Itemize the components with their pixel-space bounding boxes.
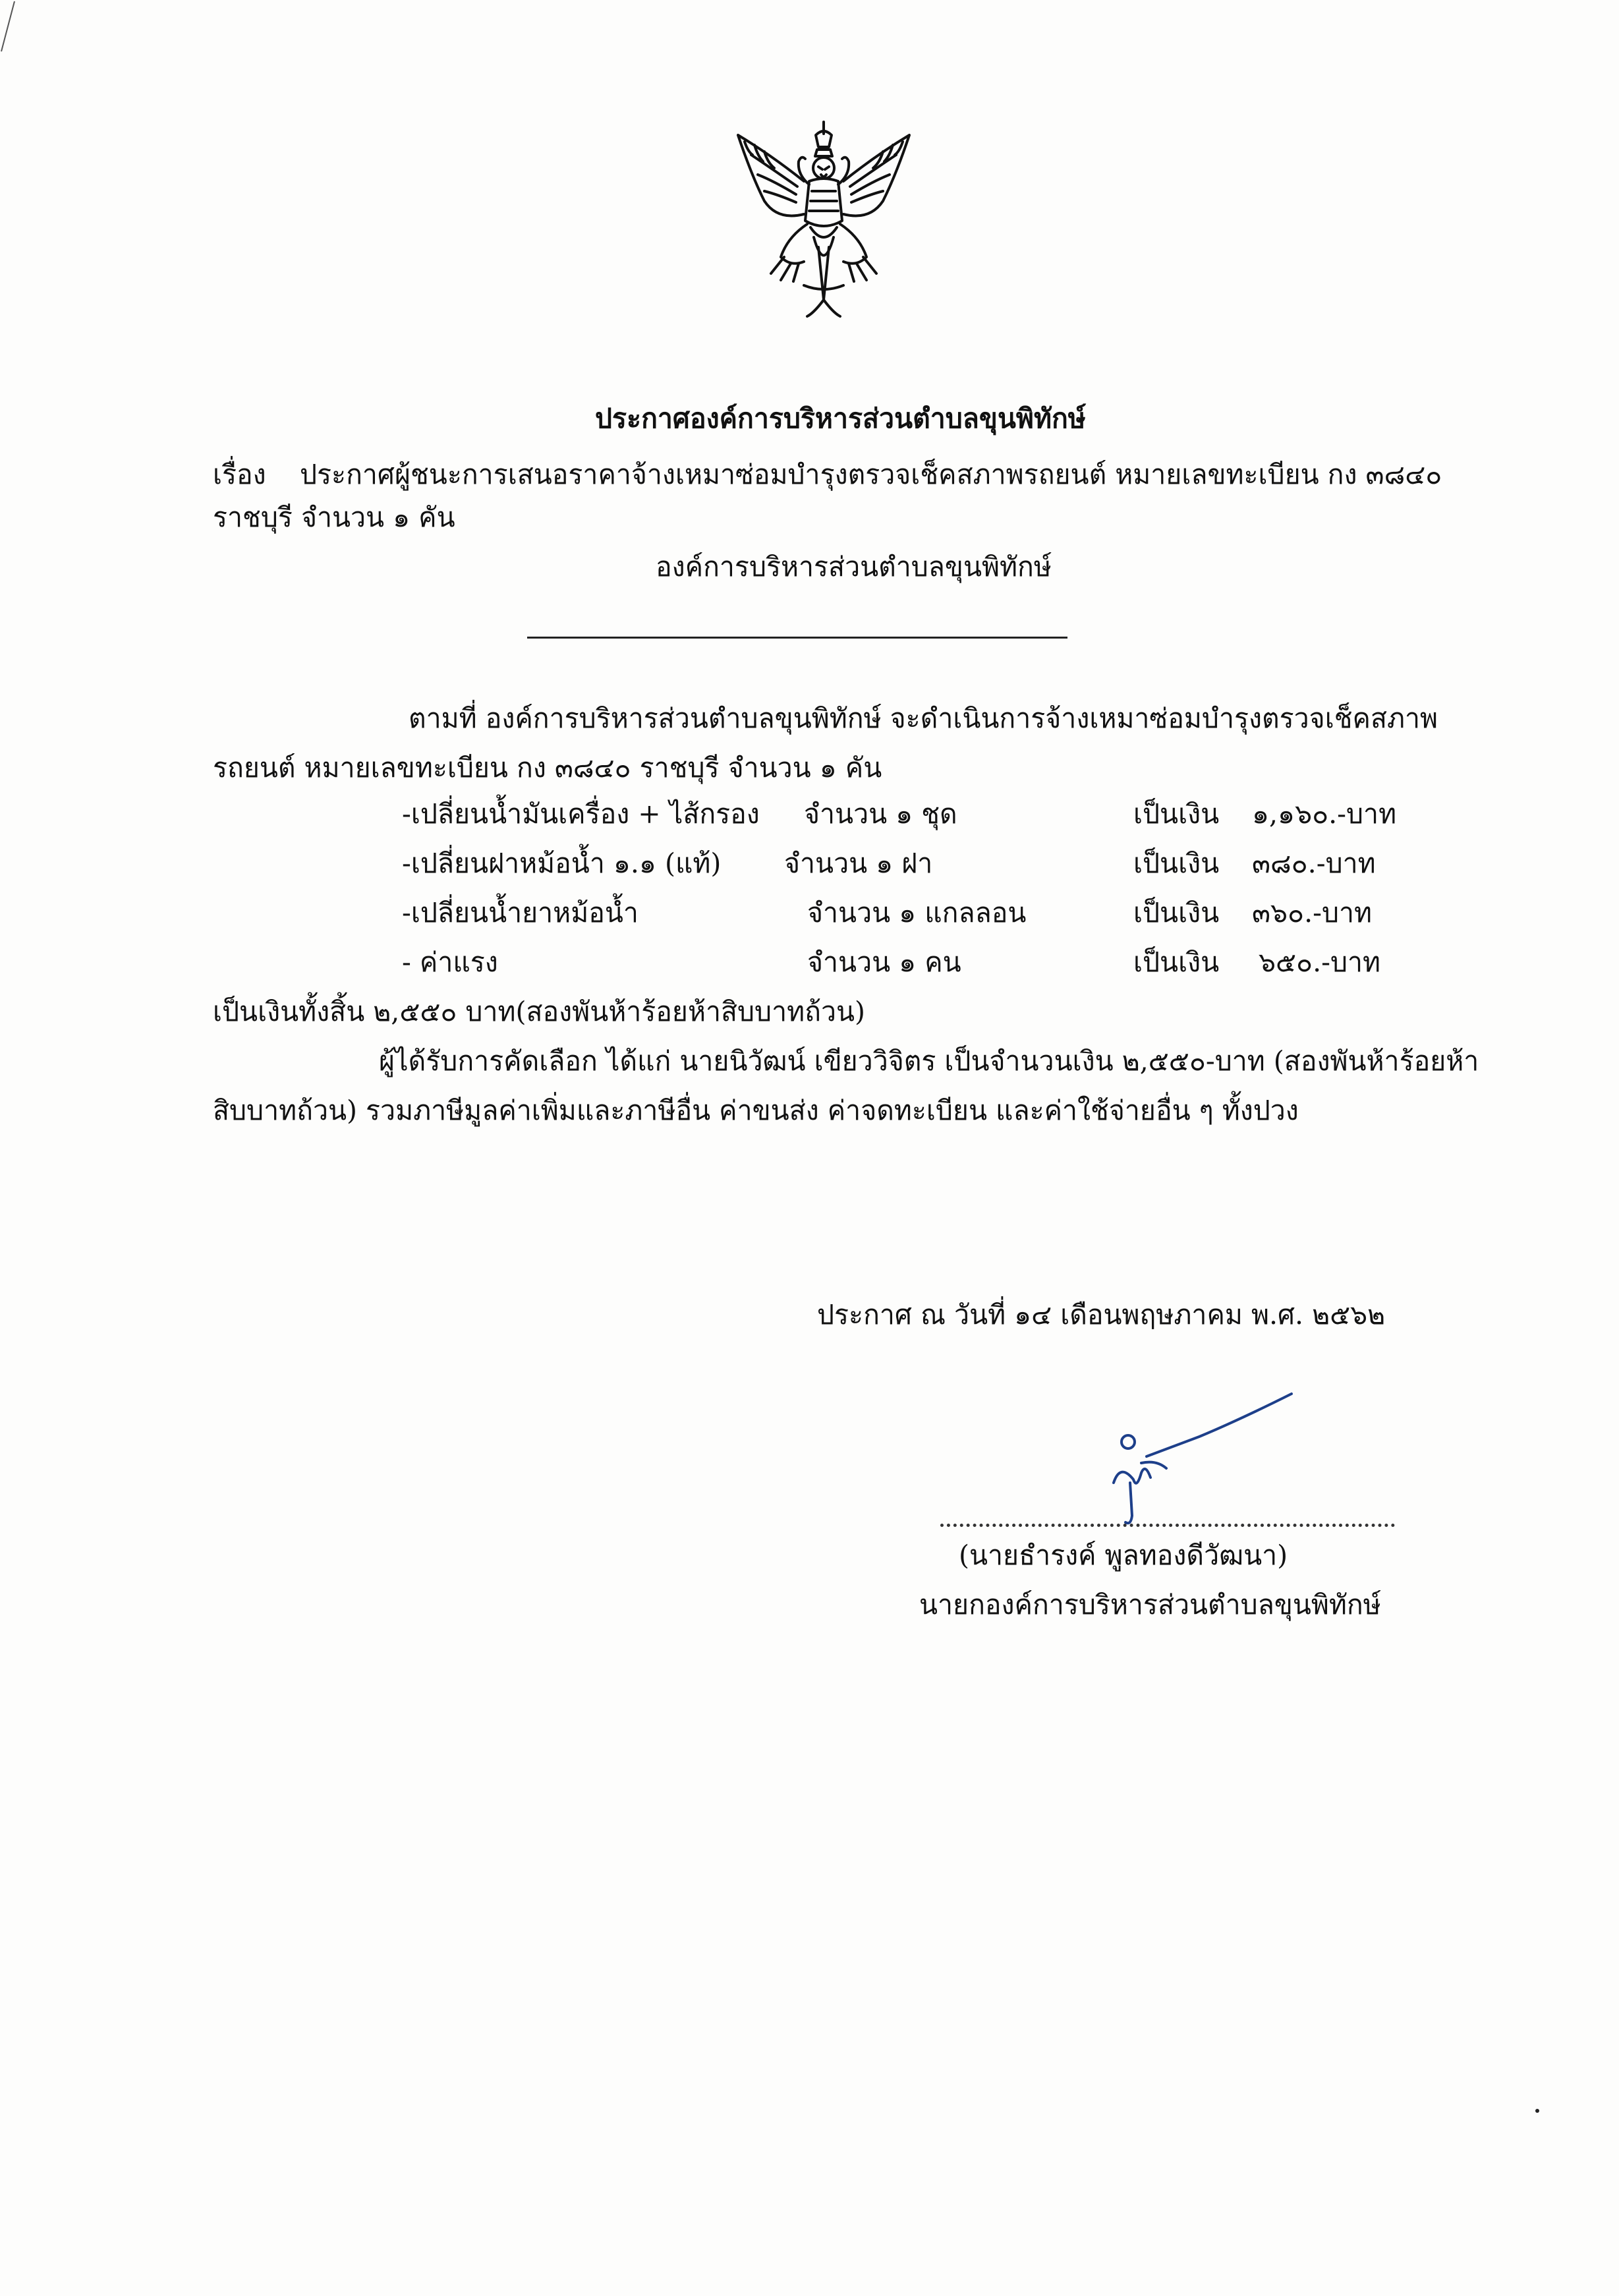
title-divider	[527, 637, 1067, 639]
issuer-name: องค์การบริหารส่วนตำบลขุนพิทักษ์	[656, 551, 1052, 583]
announce-date: ประกาศ ณ วันที่ ๑๔ เดือนพฤษภาคม พ.ศ. ๒๕๖๒	[817, 1299, 1386, 1331]
para2-line1: ผู้ได้รับการคัดเลือก ได้แก่ นายนิวัฒน์ เขียววิจิตร เป็นจำนวนเงิน ๒,๕๕๐-บาท (สองพันห้าร้อยห้า	[379, 1045, 1479, 1077]
item-amount-label: เป็นเงิน	[1133, 847, 1220, 879]
item-amount: ๓๘๐.-บาท	[1252, 847, 1376, 879]
para1-line1: ตามที่ องค์การบริหารส่วนตำบลขุนพิทักษ์ จะดำเนินการจ้างเหมาซ่อมบำรุงตรวจเช็คสภาพ	[409, 703, 1438, 734]
total-amount: เป็นเงินทั้งสิ้น ๒,๕๕๐ บาท(สองพันห้าร้อยห้าสิบบาทถ้วน)	[213, 996, 865, 1027]
signature-line	[940, 1524, 1395, 1527]
scan-speck	[1535, 2109, 1539, 2113]
cost-item-row	[0, 844, 1619, 883]
para2-line2: สิบบาทถ้วน) รวมภาษีมูลค่าเพิ่มและภาษีอื่น ค่าขนส่ง ค่าจดทะเบียน และค่าใช้จ่ายอื่น ๆ ทั้งปวง	[213, 1095, 1299, 1126]
subject-line-2: ราชบุรี จำนวน ๑ คัน	[213, 502, 455, 533]
item-description: - ค่าแรง	[402, 946, 498, 978]
item-amount-label: เป็นเงิน	[1133, 897, 1220, 929]
garuda-emblem-icon	[725, 115, 923, 320]
item-quantity: จำนวน ๑ แกลลอน	[807, 897, 1027, 929]
item-amount: ๓๖๐.-บาท	[1252, 897, 1373, 929]
item-amount-label: เป็นเงิน	[1133, 946, 1220, 978]
signature-icon	[1067, 1384, 1305, 1535]
para1-line2: รถยนต์ หมายเลขทะเบียน กง ๓๘๔๐ ราชบุรี จำนวน ๑ คัน	[213, 752, 882, 784]
item-description: -เปลี่ยนฝาหม้อน้ำ ๑.๑ (แท้)	[402, 847, 722, 879]
item-quantity: จำนวน ๑ ฝา	[784, 847, 933, 879]
signer-title: นายกองค์การบริหารส่วนตำบลขุนพิทักษ์	[919, 1589, 1381, 1621]
item-quantity: จำนวน ๑ ชุด	[804, 798, 957, 830]
cost-item-row	[0, 794, 1619, 834]
signer-name: (นายธำรงค์ พูลทองดีวัฒนา)	[959, 1539, 1288, 1571]
scan-edge-mark	[0, 0, 26, 53]
cost-item-row	[0, 942, 1619, 982]
item-quantity: จำนวน ๑ คน	[807, 946, 961, 978]
item-amount: ๖๕๐.-บาท	[1259, 946, 1381, 978]
item-description: -เปลี่ยนน้ำยาหม้อน้ำ	[402, 897, 639, 929]
announcement-title: ประกาศองค์การบริหารส่วนตำบลขุนพิทักษ์	[595, 403, 1086, 434]
subject-line-1: ประกาศผู้ชนะการเสนอราคาจ้างเหมาซ่อมบำรุงตรวจเช็คสภาพรถยนต์ หมายเลขทะเบียน กง ๓๘๔๐	[300, 459, 1442, 490]
item-description: -เปลี่ยนน้ำมันเครื่อง + ไส้กรอง	[402, 798, 760, 830]
cost-item-row	[0, 893, 1619, 933]
subject-label: เรื่อง	[213, 459, 266, 490]
item-amount: ๑,๑๖๐.-บาท	[1252, 798, 1397, 830]
item-amount-label: เป็นเงิน	[1133, 798, 1220, 830]
